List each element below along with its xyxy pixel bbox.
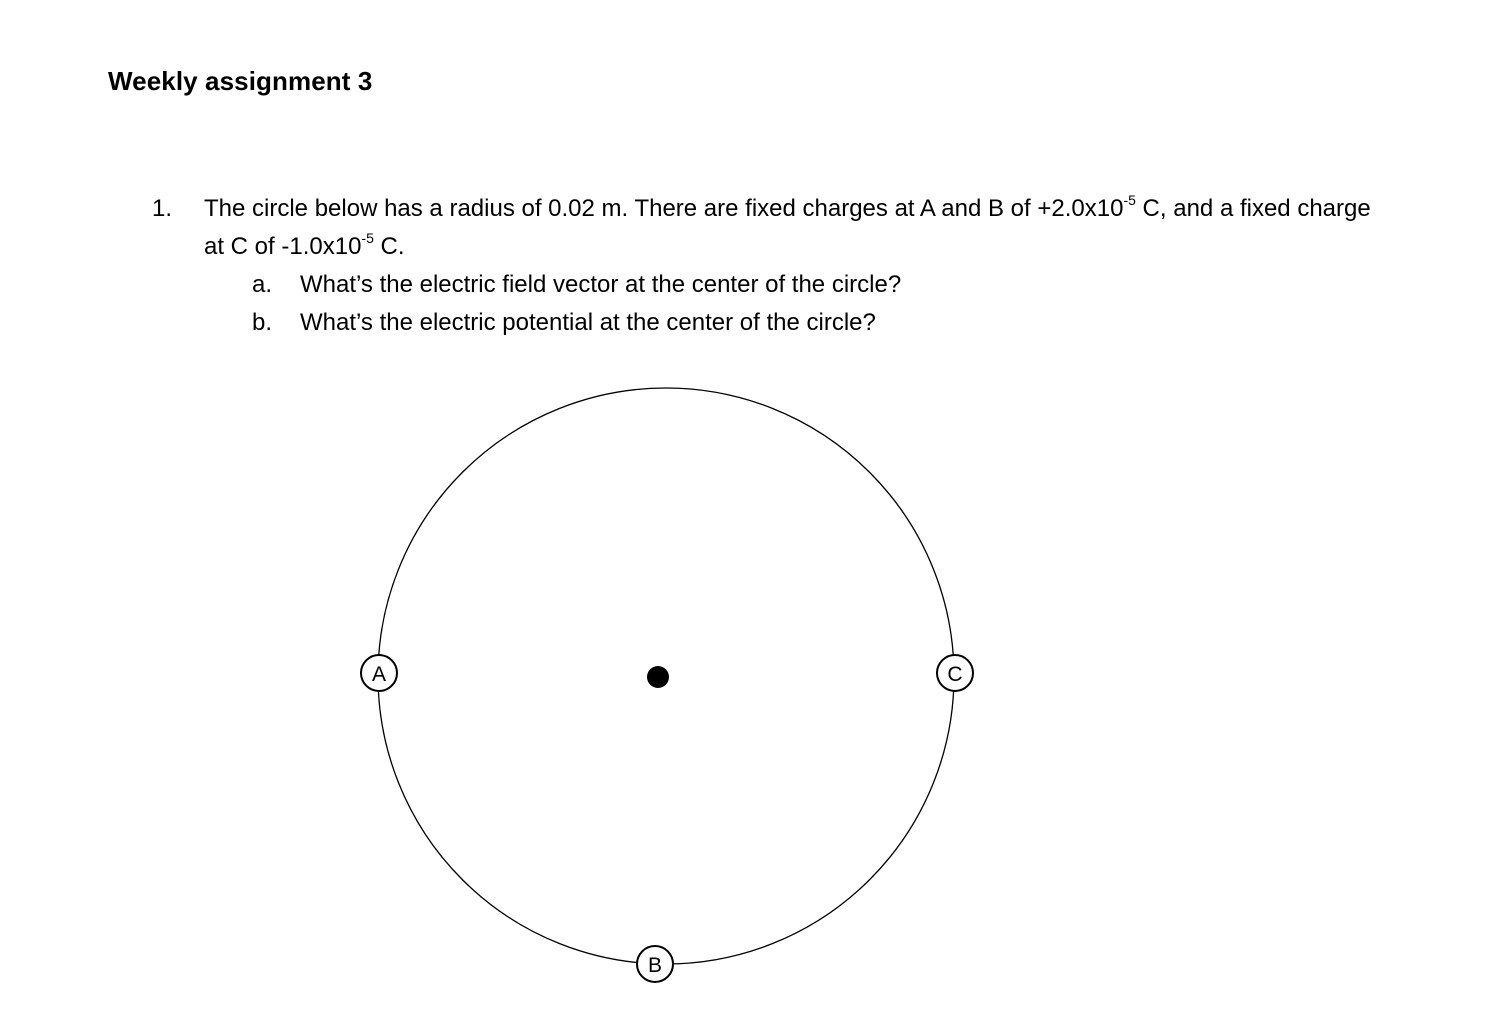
question-text-part1: The circle below has a radius of 0.02 m. There are fixed charges at A and B of +2.0x10 [204,195,1124,222]
subquestion-text: What’s the electric potential at the center of the circle? [300,309,876,336]
question-text-part2: C, and a fixed charge at C of -1.0x10 [204,195,1371,260]
charge-c-marker [937,655,973,691]
document-title: Weekly assignment 3 [108,66,373,96]
subquestion-letter: b. [252,309,273,336]
exponent-2: -5 [361,230,374,246]
question-number: 1. [152,195,173,222]
exponent-1: -5 [1123,192,1136,208]
charge-b-marker [637,946,673,982]
center-point [647,666,669,688]
charge-b-label: B [647,954,663,977]
question-text-part3: C. [373,233,405,260]
charge-c-label: C [947,663,963,686]
charge-a-label: A [371,663,387,686]
subquestion-letter: a. [252,271,273,298]
subquestion-text: What’s the electric field vector at the center of the circle? [300,271,902,298]
charge-a-marker [361,655,397,691]
